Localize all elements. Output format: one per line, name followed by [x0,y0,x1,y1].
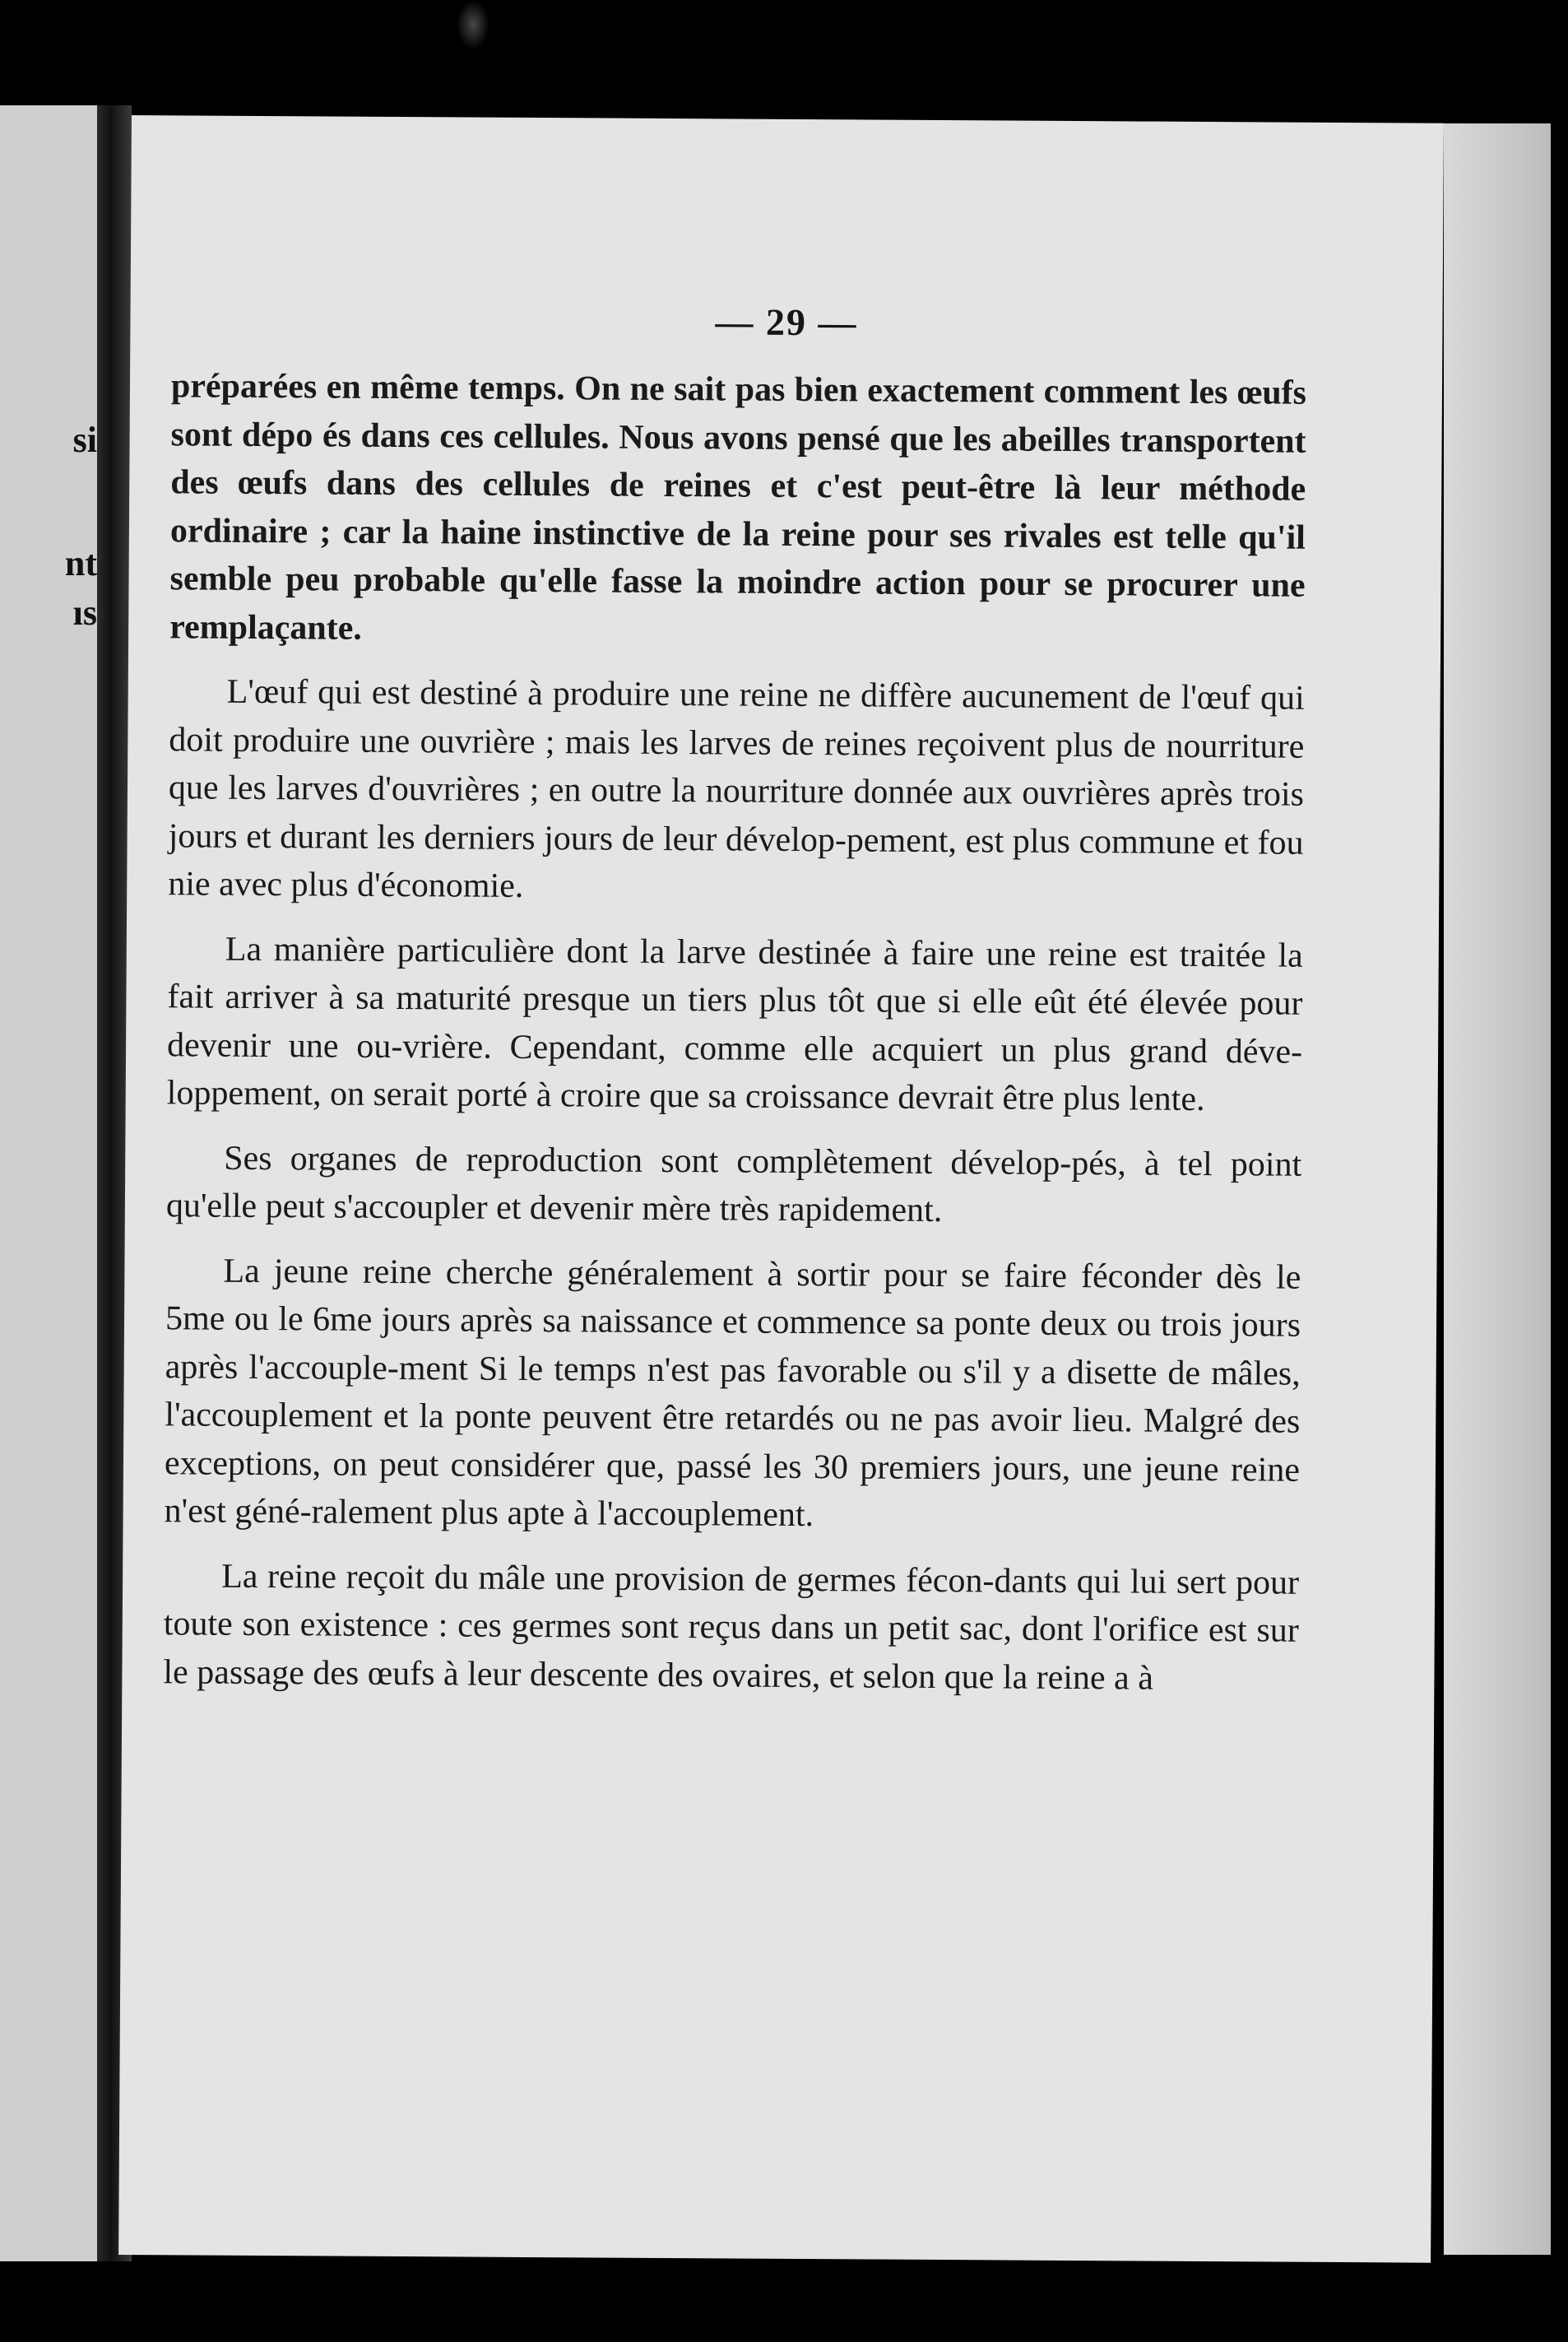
paragraph: L'œuf qui est destiné à produire une reine ne diffère aucunement de l'œuf qui doit produire une ouvrière ; mais les larves de reines reçoivent plus de nourriture que les larves d'ouvrières ; en outre la nourriture donnée aux ouvrières après trois jours et durant les derniers jours de leur dévelop-pement, est plus commune et fou nie avec plus d'économie. [168,672,1305,905]
paragraph: La jeune reine cherche généralement à sortir pour se faire féconder dès le 5me ou le 6me jours après sa naissance et commence sa ponte deux ou trois jours après l'accouple-ment Si le temps n'est pas favorable ou s'il y a disette de mâles, l'accouplement et la ponte peuvent être retardés ou ne pas avoir lieu. Malgré des exceptions, on peut considérer que, passé les 30 premiers jours, une jeune reine n'est géné-ralement plus apte à l'accouplement. [164,1252,1301,1535]
page-body [163,362,1306,1719]
paragraph: préparées en même temps. On ne sait pas bien exactement comment les œufs sont dépo és dans ces cellules. Nous avons pensé que les abeilles transportent des œufs dans des cellules de reines et c'est peut-être là leur méthode ordinaire ; car la haine instinctive de la reine pour ses rivales est telle qu'il semble peu probable qu'elle fasse la moindre action pour se procurer une remplaçante. [169,367,1307,648]
scan-smudge [457,0,489,49]
left-page-fragment: si [72,420,97,460]
paragraph: La reine reçoit du mâle une provision de germes fécon-dants qui lui sert pour toute son existence : ces germes sont reçus dans un petit sac, dont l'orifice est sur le passage des œufs à leur descente des ovaires, et selon que la reine a à [163,1557,1300,1698]
paragraph: Ses organes de reproduction sont complètement dévelop-pés, à tel point qu'elle peut s'accoupler et devenir mère très rapidement. [165,1139,1302,1230]
left-facing-page [0,105,97,2261]
left-page-fragment: ıs [72,592,97,633]
page-number: — 29 — [715,300,858,344]
page-edge [1444,123,1551,2255]
book-page [118,115,1444,2263]
paragraph: La manière particulière dont la larve destinée à faire une reine est traitée la fait arriver à sa maturité presque un tiers plus tôt que si elle eût été élevée pour devenir une ou-vrière. Cependant, comme elle acquiert un plus grand déve-loppement, on serait porté à croire que sa croissance devrait être plus lente. [166,930,1303,1118]
left-page-fragment: nt [64,543,97,583]
